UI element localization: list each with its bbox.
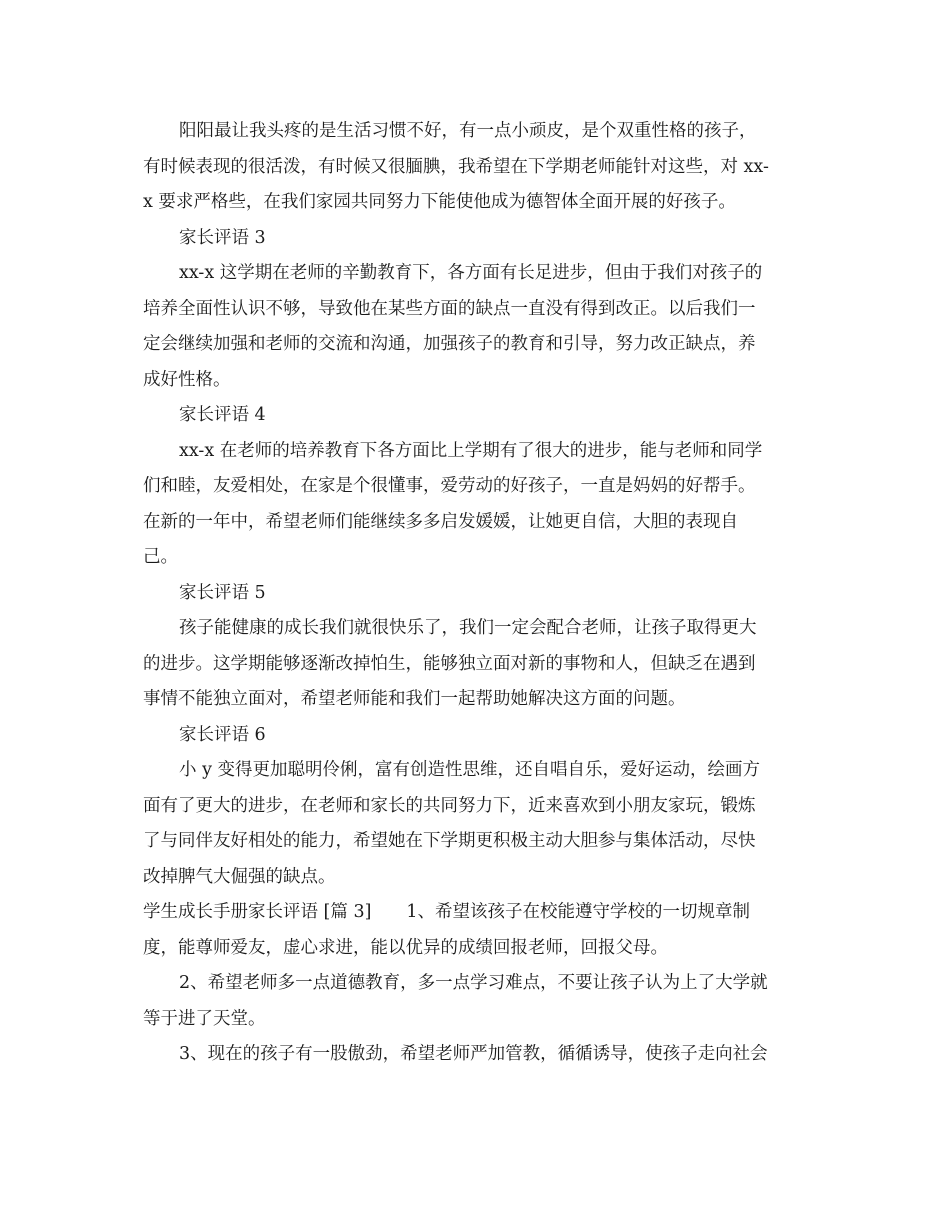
text-line: 小 y 变得更加聪明伶俐，富有创造性思维，还自唱自乐，爱好运动，绘画方 — [179, 760, 761, 780]
text-line: 事情不能独立面对，希望老师能和我们一起帮助她解决这方面的问题。 — [143, 689, 686, 709]
text-line: 改掉脾气大倔强的缺点。 — [143, 866, 336, 887]
text-line: 阳阳最让我头疼的是生活习惯不好，有一点小顽皮，是个双重性格的孩子， — [179, 121, 757, 141]
text-line: 面有了更大的进步，在老师和家长的共同努力下，近来喜欢到小朋友家玩，锻炼 — [143, 795, 756, 816]
text-line: x 要求严格些，在我们家园共同努力下能使他成为德智体全面开展的好孩子。 — [143, 192, 736, 212]
section-heading: 家长评语 6 — [179, 724, 266, 745]
text-line: 孩子能健康的成长我们就很快乐了，我们一定会配合老师，让孩子取得更大 — [179, 618, 757, 638]
text-line: 的进步。这学期能够逐渐改掉怕生，能够独立面对新的事物和人，但缺乏在遇到 — [143, 653, 756, 674]
text-line: xx-x 在老师的培养教育下各方面比上学期有了很大的进步，能与老师和同学 — [179, 440, 763, 461]
text-line: 3、现在的孩子有一股傲劲，希望老师严加管教，循循诱导，使孩子走向社会 — [179, 1044, 768, 1064]
document-body — [143, 114, 813, 1073]
text-line: 己。 — [143, 547, 178, 567]
section-heading: 家长评语 4 — [179, 405, 266, 425]
text-line: 定会继续加强和老师的交流和沟通，加强孩子的教育和引导，努力改正缺点，养 — [143, 334, 756, 354]
section-heading: 家长评语 5 — [179, 582, 266, 603]
text-line: 等于进了天堂。 — [143, 1008, 266, 1029]
text-line: 2、希望老师多一点道德教育，多一点学习难点，不要让孩子认为上了大学就 — [179, 973, 768, 993]
text-line: 培养全面性认识不够，导致他在某些方面的缺点一直没有得到改正。以后我们一 — [143, 298, 756, 319]
text-line: 在新的一年中，希望老师们能继续多多启发媛媛，让她更自信，大胆的表现自 — [143, 511, 738, 532]
text-line: 成好性格。 — [143, 369, 231, 390]
text-line: 们和睦，友爱相处，在家是个很懂事，爱劳动的好孩子，一直是妈妈的好帮手。 — [143, 476, 756, 496]
text-line: 有时候表现的很活泼，有时候又很腼腆，我希望在下学期老师能针对这些，对 xx- — [143, 156, 769, 177]
text-line: 了与同伴友好相处的能力，希望她在下学期更积极主动大胆参与集体活动，尽快 — [143, 831, 756, 851]
text-line: xx-x 这学期在老师的辛勤教育下，各方面有长足进步，但由于我们对孩子的 — [179, 263, 763, 283]
section-heading: 家长评语 3 — [179, 227, 266, 248]
section-title-line: 学生成长手册家长评语 [篇 3] 1、希望该孩子在校能遵守学校的一切规章制 — [143, 902, 751, 922]
text-line: 度，能尊师爱友，虚心求进，能以优异的成绩回报老师，回报父母。 — [143, 937, 668, 958]
